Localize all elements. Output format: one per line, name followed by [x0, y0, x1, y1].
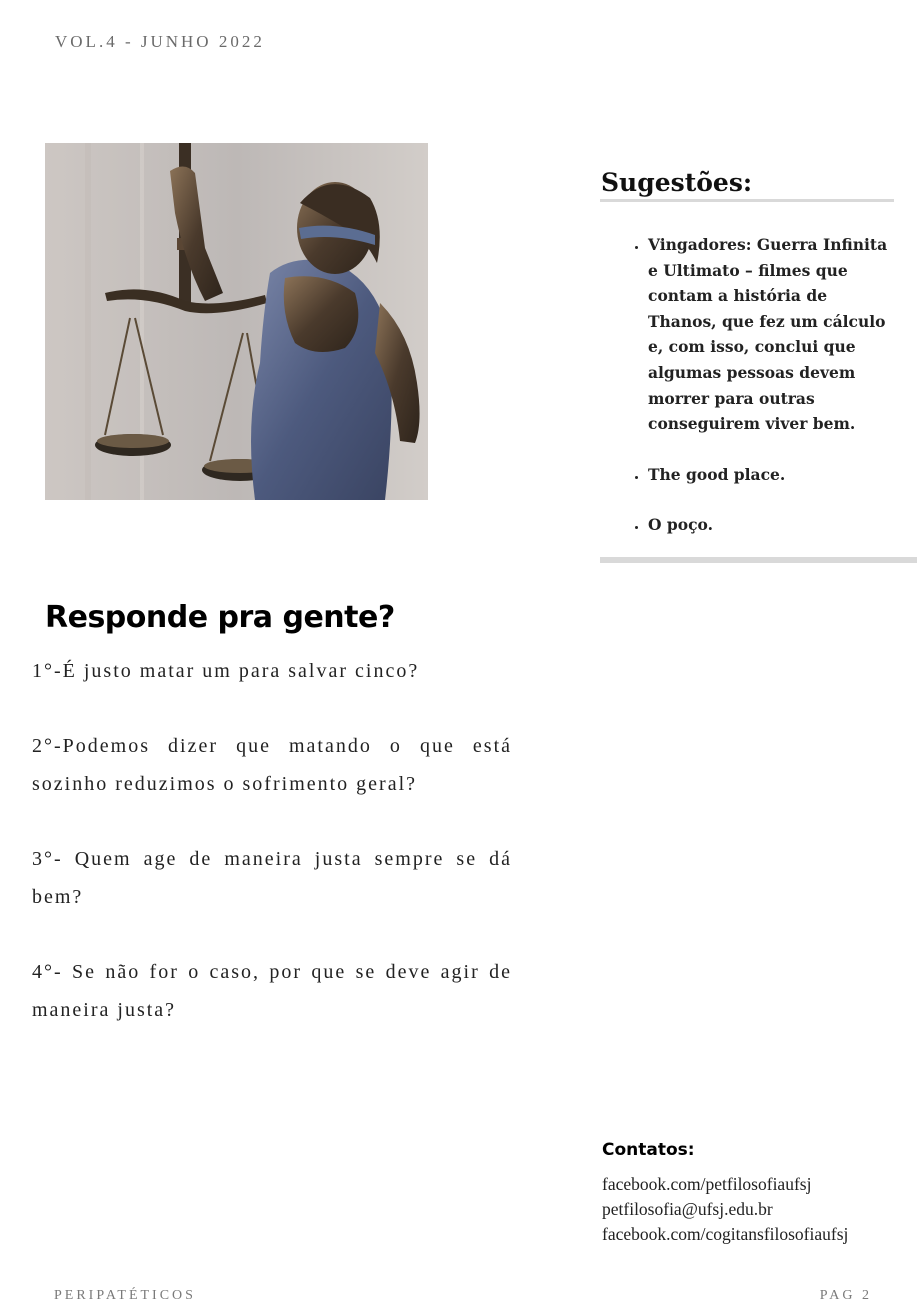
- suggestion-item: • The good place.: [648, 462, 892, 488]
- suggestion-item: • O poço.: [648, 512, 892, 538]
- justice-statue-illustration: [45, 143, 428, 500]
- contacts-title: Contatos:: [602, 1140, 695, 1160]
- questions-heading: Responde pra gente?: [45, 600, 395, 635]
- question-item: 3°- Quem age de maneira justa sempre se dá bem?: [32, 848, 512, 908]
- contact-facebook-link[interactable]: facebook.com/petfilosofiaufsj: [602, 1174, 812, 1194]
- contacts-section: [602, 1140, 912, 1247]
- volume-date-header: VOL.4 - JUNHO 2022: [55, 32, 265, 51]
- justice-statue-image: [45, 143, 428, 500]
- footer-page-number: PAG 2: [819, 1288, 872, 1303]
- questions-list: [32, 652, 512, 1066]
- sidebar-divider: [600, 199, 894, 202]
- suggestion-item: • Vingadores: Guerra Infinita e Ultimato – filmes que contam a história de Thanos, que fez um cálculo e, com isso, conclui que algumas pessoas devem morrer para outras conseguirem viver bem.: [648, 232, 892, 437]
- question-item: 1°-É justo matar um para salvar cinco?: [32, 660, 420, 682]
- sidebar-bottom-divider: [600, 557, 917, 563]
- question-item: 4°- Se não for o caso, por que se deve agir de maneira justa?: [32, 961, 512, 1021]
- footer-publication-name: PERIPATÉTICOS: [54, 1288, 196, 1303]
- contact-facebook-cogitans-link[interactable]: facebook.com/cogitansfilosofiaufsj: [602, 1224, 849, 1244]
- suggestions-sidebar: [600, 168, 917, 563]
- contact-email-link[interactable]: petfilosofia@ufsj.edu.br: [602, 1199, 773, 1219]
- question-item: 2°-Podemos dizer que matando o que está sozinho reduzimos o sofrimento geral?: [32, 735, 512, 795]
- suggestions-title: Sugestões:: [601, 168, 753, 197]
- suggestions-list: [600, 232, 892, 538]
